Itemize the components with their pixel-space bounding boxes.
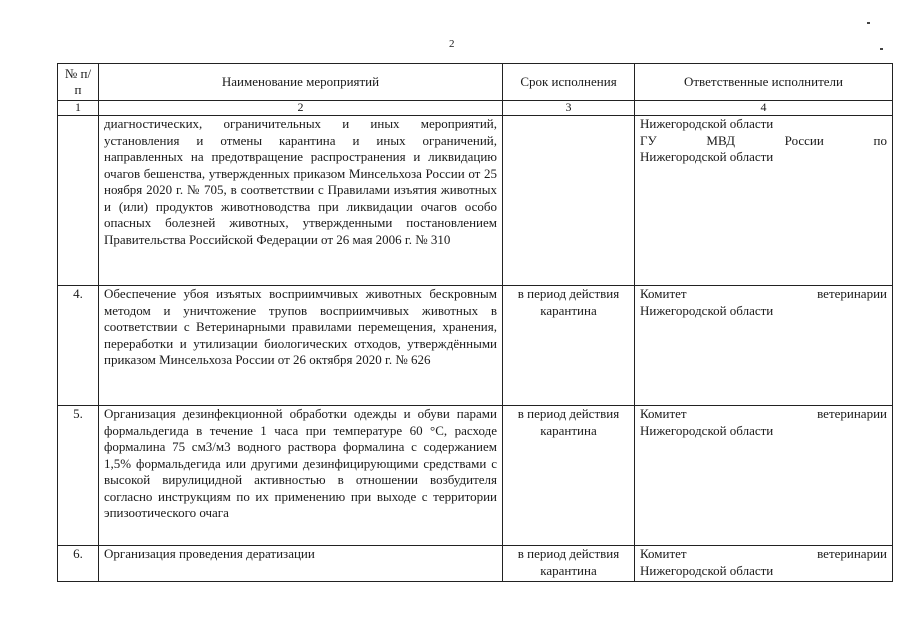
measure-text: Организация дезинфекционной обработки одежды и обуви парами формальдегида в течение 1 часа при температуре 60 °С, расходе формалина 75 см3/м3 водного раствора формалина с содержанием 1,5% формальдегида или другими дезинфицирующими средствами с высокой вирулицидной активностью в отношении возбудителя согласно инструкциям по их применению при выходе с территории эпизоотического очага [99, 406, 503, 546]
measure-text: диагностических, ограничительных и иных мероприятий, установления и отмены карантина и иных ограничений, направленных на предотвращение распространения и ликвидацию очагов бешенства, утвержденных приказом Минсельхоза России от 25 ноября 2020 г. № 705, в соответствии с Правилами изъятия животных и (или) продуктов животноводства при ликвидации очагов особо опасных болезней животных, утвержденными постановлением Правительства Российской Федерации от 26 мая 2006 г. № 310 [99, 116, 503, 286]
deadline: в период действия карантина [503, 406, 635, 546]
header-deadline: Срок исполнения [503, 64, 635, 101]
deadline [503, 116, 635, 286]
col-number: 1 [58, 101, 99, 116]
responsible [635, 406, 893, 546]
header-name: Наименование мероприятий [99, 64, 503, 101]
responsible-line [640, 406, 887, 423]
responsible-line [640, 546, 887, 563]
responsible-word: ГУ [640, 132, 657, 148]
responsible-line: Нижегородской области [640, 149, 774, 164]
responsible-line: Нижегородской области [640, 562, 774, 578]
measure-text: Обеспечение убоя изъятых восприимчивых животных бескровным методом и уничтожение трупов восприимчивых животных в соответствии с Ветеринарными правилами перемещения, хранения, переработки и утилизации биологических отходов, утверждёнными приказом Минсельхоза России от 26 октября 2020 г. № 626 [99, 286, 503, 406]
row-number: 5. [58, 406, 99, 546]
responsible-word: ветеринарии [817, 406, 887, 421]
header-row [58, 64, 893, 101]
responsible-word: ветеринарии [817, 546, 887, 561]
table-row [58, 116, 893, 286]
scan-mark [880, 48, 883, 50]
deadline: в период действия карантина [503, 286, 635, 406]
responsible-word: Комитет [640, 286, 687, 301]
row-number [58, 116, 99, 286]
row-number: 4. [58, 286, 99, 406]
table-row [58, 406, 893, 546]
responsible-word: России [784, 132, 824, 148]
col-number: 2 [99, 101, 503, 116]
measures-table [57, 63, 893, 582]
page-number: 2 [449, 38, 455, 50]
scan-mark [867, 22, 870, 24]
responsible-word: МВД [706, 132, 735, 148]
col-number: 4 [635, 101, 893, 116]
responsible-line [640, 286, 887, 303]
responsible-line: Нижегородской области [640, 422, 774, 438]
responsible-word: по [873, 132, 887, 148]
responsible-line: Нижегородской области [640, 302, 774, 318]
measure-text: Организация проведения дератизации [99, 546, 503, 582]
table-row [58, 546, 893, 582]
col-number: 3 [503, 101, 635, 116]
responsible-line: Нижегородской области [640, 116, 774, 131]
responsible-word: Комитет [640, 546, 687, 561]
column-number-row [58, 101, 893, 116]
header-num: № п/п [58, 64, 99, 101]
deadline: в период действия карантина [503, 546, 635, 582]
responsible-word: ветеринарии [817, 286, 887, 301]
responsible-word: Комитет [640, 406, 687, 421]
responsible [635, 546, 893, 582]
responsible-line [640, 133, 887, 150]
header-responsible: Ответственные исполнители [635, 64, 893, 101]
table-row [58, 286, 893, 406]
responsible [635, 286, 893, 406]
row-number: 6. [58, 546, 99, 582]
responsible [635, 116, 893, 286]
